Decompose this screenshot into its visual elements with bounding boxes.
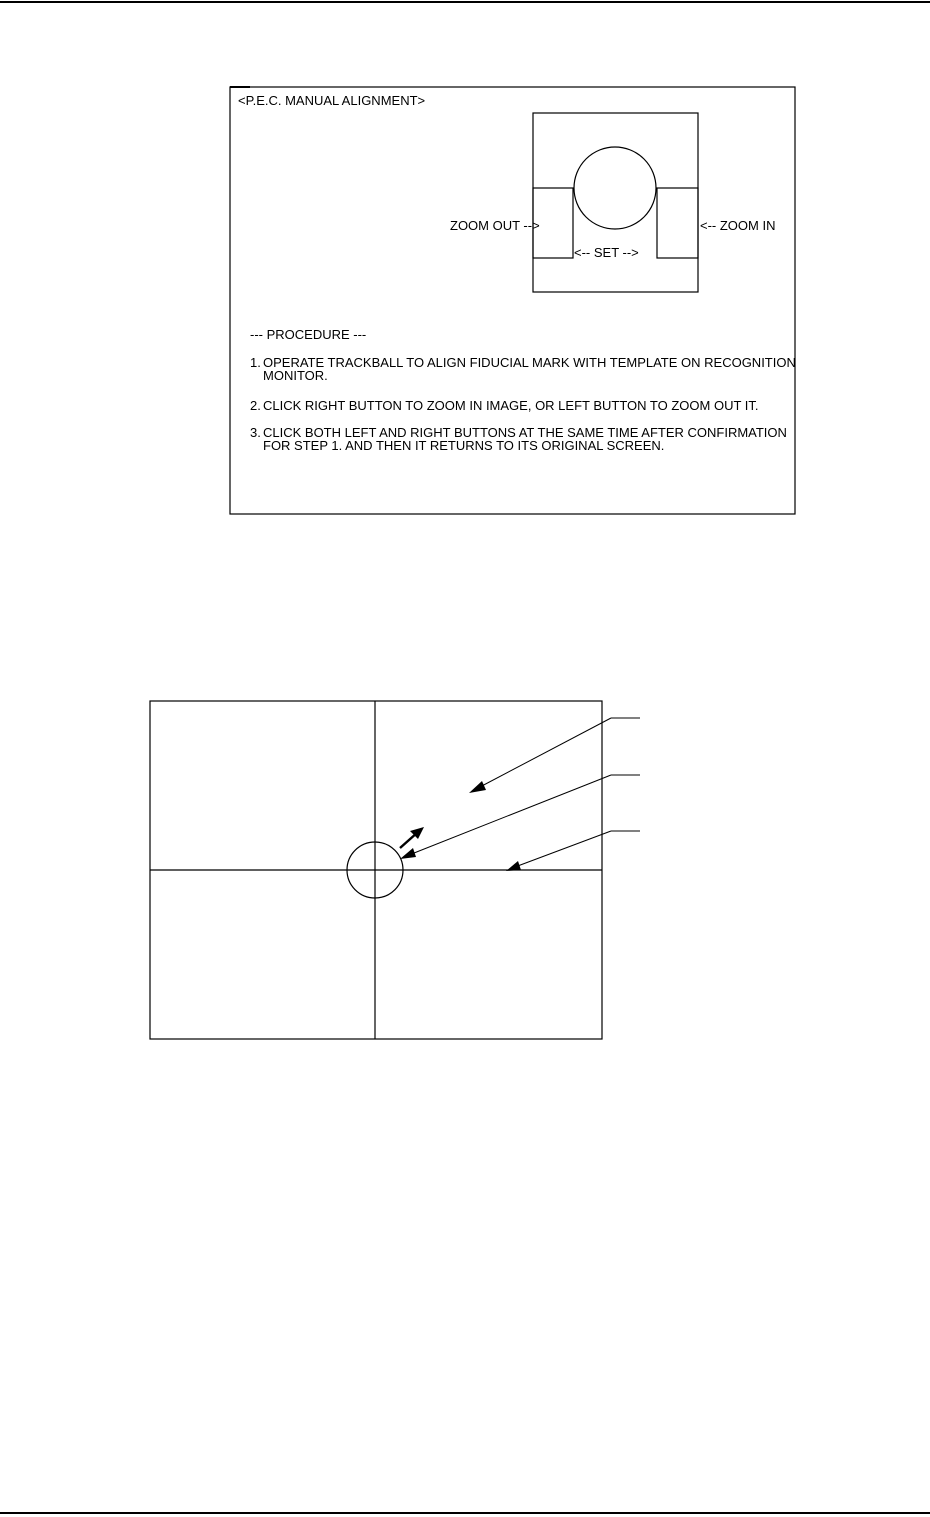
procedure-heading: --- PROCEDURE --- [250, 327, 367, 342]
step-3-line-1: CLICK BOTH LEFT AND RIGHT BUTTONS AT THE SAME TIME AFTER CONFIRMATION [263, 425, 787, 440]
trackball-diagram [533, 113, 698, 292]
procedure-steps [250, 355, 796, 453]
step-1-line-2: MONITOR. [263, 368, 328, 383]
step-3-number: 3. [250, 425, 261, 440]
callout-leader-2 [400, 775, 640, 859]
move-direction-arrow [400, 827, 424, 848]
callout-leader-3 [506, 831, 640, 871]
step-2-line-1: CLICK RIGHT BUTTON TO ZOOM IN IMAGE, OR LEFT BUTTON TO ZOOM OUT IT. [263, 398, 759, 413]
trackball-ball[interactable] [574, 147, 656, 229]
right-button[interactable] [657, 188, 698, 258]
recognition-monitor-diagram [150, 701, 640, 1039]
set-label: <-- SET --> [574, 245, 639, 260]
panel-title: <P.E.C. MANUAL ALIGNMENT> [238, 93, 426, 108]
step-2-number: 2. [250, 398, 261, 413]
zoom-out-label: ZOOM OUT --> [450, 218, 540, 233]
step-1-number: 1. [250, 355, 261, 370]
zoom-in-label: <-- ZOOM IN [700, 218, 776, 233]
step-3-line-2: FOR STEP 1. AND THEN IT RETURNS TO ITS ORIGINAL SCREEN. [263, 438, 665, 453]
step-1-line-1: OPERATE TRACKBALL TO ALIGN FIDUCIAL MARK WITH TEMPLATE ON RECOGNITION [263, 355, 796, 370]
alignment-screen-panel [230, 87, 796, 514]
callout-leader-1 [469, 718, 640, 793]
